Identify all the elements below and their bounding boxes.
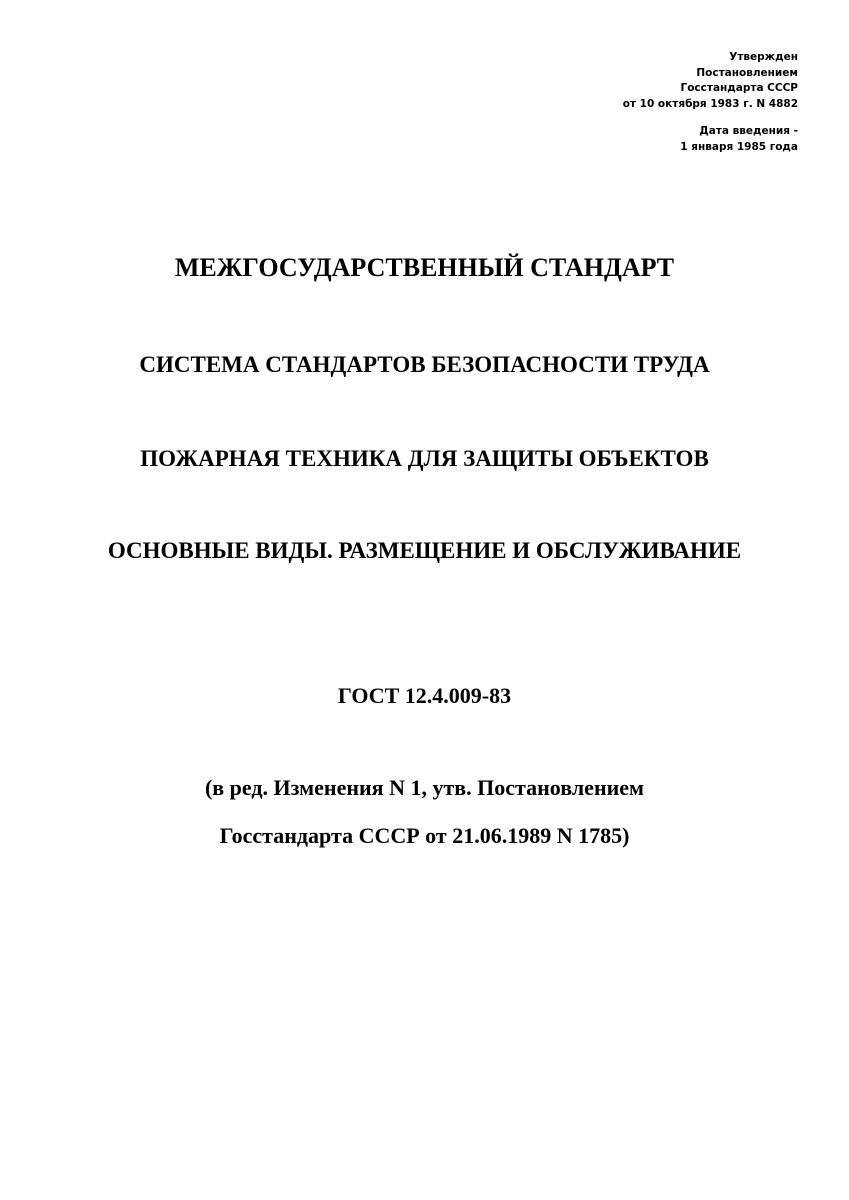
approval-line-approved: Утвержден bbox=[729, 51, 798, 63]
approval-line-authority: Госстандарта СССР bbox=[680, 82, 798, 94]
revision-note-line1: (в ред. Изменения N 1, утв. Постановлением bbox=[204, 775, 645, 800]
subject-heading: ПОЖАРНАЯ ТЕХНИКА ДЛЯ ЗАЩИТЫ ОБЪЕКТОВ bbox=[140, 446, 709, 471]
approval-line-date: от 10 октября 1983 г. N 4882 bbox=[622, 97, 798, 110]
gost-designation: ГОСТ 12.4.009-83 bbox=[337, 683, 512, 708]
approval-line-resolution: Постановлением bbox=[696, 66, 798, 79]
effective-date-value: 1 января 1985 года bbox=[680, 140, 798, 153]
system-heading: СИСТЕМА СТАНДАРТОВ БЕЗОПАСНОСТИ ТРУДА bbox=[139, 352, 710, 377]
approval-block bbox=[623, 50, 798, 155]
subtitle-heading: ОСНОВНЫЕ ВИДЫ. РАЗМЕЩЕНИЕ И ОБСЛУЖИВАНИЕ bbox=[107, 538, 742, 563]
standard-type-heading: МЕЖГОСУДАРСТВЕННЫЙ СТАНДАРТ bbox=[174, 253, 675, 282]
approval-spacer bbox=[623, 112, 798, 124]
effective-date-label: Дата введения - bbox=[699, 125, 798, 137]
revision-note-line2: Госстандарта СССР от 21.06.1989 N 1785) bbox=[219, 823, 630, 848]
